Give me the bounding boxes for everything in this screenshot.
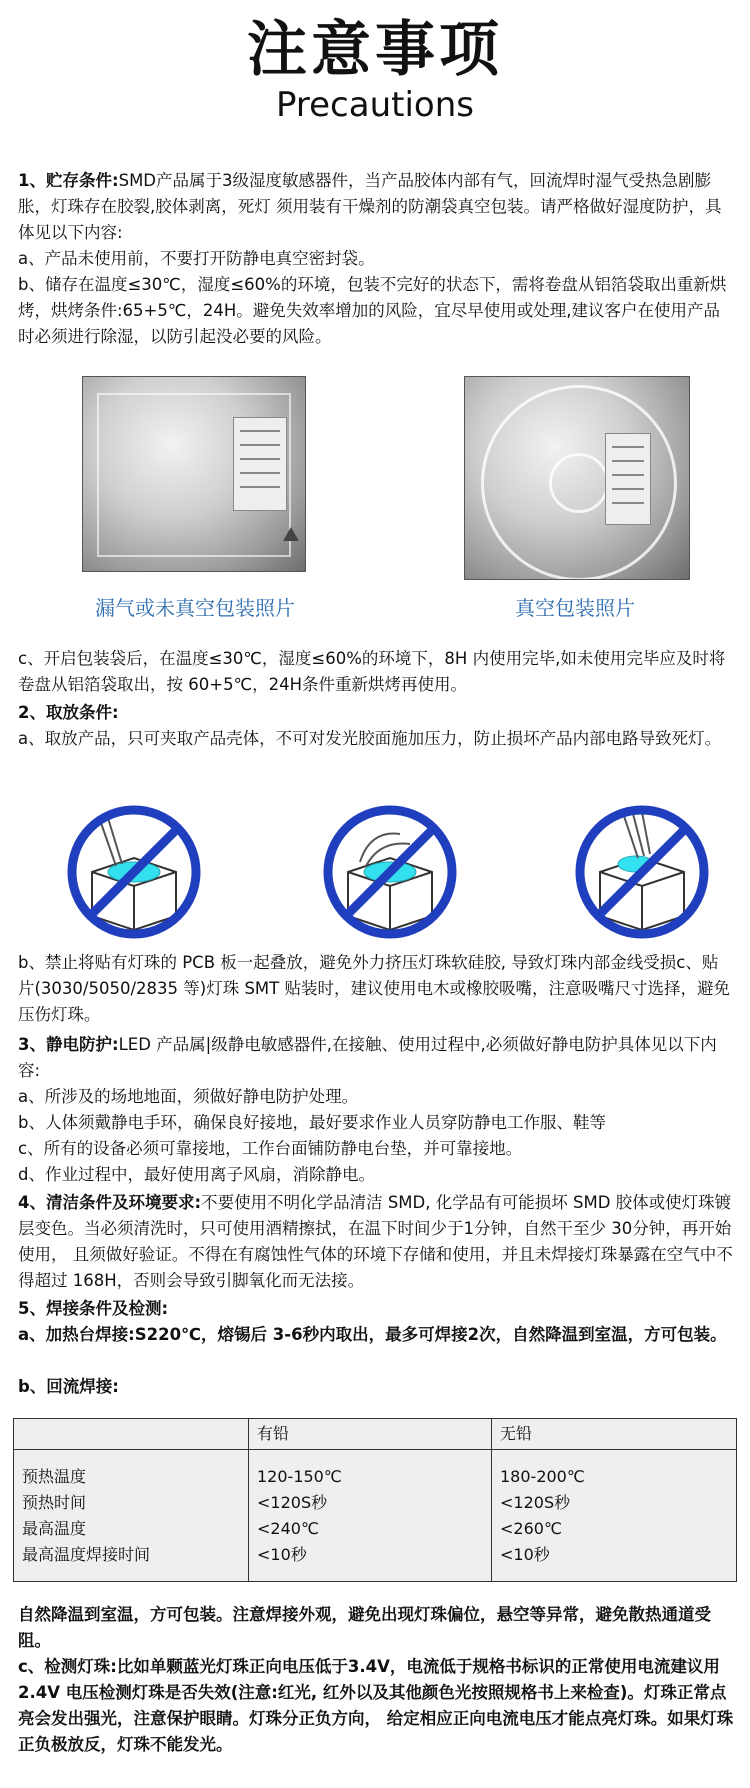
row-label: 预热时间 <box>22 1493 87 1512</box>
section-heading: 4、清洁条件及环境要求: <box>18 1193 202 1212</box>
leadfree-values-cell <box>492 1450 737 1582</box>
section-esd <box>18 1032 734 1084</box>
leaking-package-photo <box>82 376 306 572</box>
storage-item-b: b、储存在温度≤30℃，湿度≤60%的环境，包装不完好的状态下，需将卷盘从铝箔袋取出重新烘烤，烘烤条件:65+5℃，24H。避免失效率增加的风险，宜尽早使用或处理,建议客户在使用产品时必须进行除湿，以防引起没必要的风险。 <box>18 275 727 346</box>
section-cleaning <box>18 1190 734 1294</box>
esd-item-c: c、所有的设备必须可靠接地，工作台面铺防静电台垫，并可靠接地。 <box>18 1139 523 1158</box>
section-soldering-heading: 5、焊接条件及检测: <box>18 1299 169 1318</box>
page-subtitle: Precautions <box>276 85 474 125</box>
row-label: 预热温度 <box>22 1467 87 1486</box>
after-soldering-note: 自然降温到室温，方可包装。注意焊接外观，避免出现灯珠偏位，悬空等异常，避免散热通道受阻。 <box>18 1605 711 1650</box>
leaking-photo-caption: 漏气或未真空包装照片 <box>95 596 295 620</box>
esd-item-a: a、所涉及的场地地面，须做好静电防护处理。 <box>18 1087 359 1106</box>
esd-item-b: b、人体须戴静电手环，确保良好接地，最好要求作业人员穿防静电工作服、鞋等 <box>18 1113 606 1132</box>
leadfree-value: <120S秒 <box>500 1493 571 1512</box>
leaded-value: <10秒 <box>257 1545 307 1564</box>
row-labels-cell <box>14 1450 249 1582</box>
leaded-values-cell <box>249 1450 492 1582</box>
section-heading: 3、静电防护: <box>18 1035 119 1054</box>
handling-item-a: a、取放产品，只可夹取产品壳体，不可对发光胶面施加压力，防止损坏产品内部电路导致死灯。 <box>18 729 722 748</box>
esd-item-d: d、作业过程中，最好使用离子风扇，消除静电。 <box>18 1165 375 1184</box>
no-pressing-icon <box>572 800 712 940</box>
no-pressing-icon <box>64 800 204 940</box>
leaded-value: <240℃ <box>257 1519 319 1538</box>
storage-item-c: c、开启包装袋后，在温度≤30℃，湿度≤60%的环境下，8H 内使用完毕,如未使用完毕应及时将卷盘从铝箔袋取出，按 60+5℃，24H条件重新烘烤再使用。 <box>18 649 726 694</box>
leadfree-value: <260℃ <box>500 1519 562 1538</box>
no-pressing-icon <box>320 800 460 940</box>
row-label: 最高温度焊接时间 <box>22 1545 151 1564</box>
vacuum-package-photo <box>464 376 690 580</box>
storage-item-a: a、产品未使用前，不要打开防静电真空密封袋。 <box>18 249 375 268</box>
vacuum-photo-caption: 真空包装照片 <box>515 596 635 620</box>
leadfree-value: <10秒 <box>500 1545 550 1564</box>
soldering-item-b: b、回流焊接: <box>18 1377 119 1396</box>
leaded-value: <120S秒 <box>257 1493 328 1512</box>
column-header-leadfree: 无铅 <box>492 1419 737 1450</box>
section-handling-heading: 2、取放条件: <box>18 703 119 722</box>
table-corner-cell <box>14 1419 249 1450</box>
reflow-spec-table <box>13 1418 737 1582</box>
soldering-item-a: a、加热台焊接:S220℃，熔锡后 3-6秒内取出，最多可焊接2次，自然降温到室温，方可包装。 <box>18 1325 727 1344</box>
section-storage <box>18 168 734 246</box>
leadfree-value: 180-200℃ <box>500 1467 585 1486</box>
column-header-leaded: 有铅 <box>249 1419 492 1450</box>
section-body: SMD产品属于3级湿度敏感器件，当产品胶体内部有气，回流焊时湿气受热急剧膨胀，灯珠存在胶裂,胶体剥离，死灯 须用装有干燥剂的防潮袋真空包装。请严格做好湿度防护，具体见以下内容: <box>18 171 722 242</box>
page-title: 注意事项 <box>247 15 503 85</box>
section-body: 不要使用不明化学品清洁 SMD, 化学品有可能损坏 SMD 胶体或使灯珠镀层变色。当必须清洗时，只可使用酒精擦拭，在温下时间少于1分钟，自然干至少 30分钟，再开始使用， 且须做好验证。不得在有腐蚀性气体的环境下存储和使用，并且未焊接灯珠暴露在空气中不得超过 168H，否则会导致引脚氧化而无法接。 <box>18 1193 733 1290</box>
detection-note: c、检测灯珠:比如单颗蓝光灯珠正向电压低于3.4V，电流低于规格书标识的正常使用电流建议用 2.4V 电压检测灯珠是否失效(注意:红光, 红外以及其他颜色光按照规格书上来检查)。灯珠正常点亮会发出强光，注意保护眼睛。灯珠分正负方向， 给定相应正向电流电压才能点亮灯珠。如果灯珠正负极放反，灯珠不能发光。 <box>18 1657 734 1754</box>
section-heading: 1、贮存条件: <box>18 171 119 190</box>
row-label: 最高温度 <box>22 1519 87 1538</box>
handling-item-bc: b、禁止将贴有灯珠的 PCB 板一起叠放，避免外力挤压灯珠软硅胶, 导致灯珠内部金线受损c、贴片(3030/5050/2835 等)灯珠 SMT 贴装时，建议使用电木或橡胶吸嘴，注意吸嘴尺寸选择，避免压伤灯珠。 <box>18 953 730 1024</box>
leaded-value: 120-150℃ <box>257 1467 342 1486</box>
section-body: LED 产品属|级静电敏感器件,在接触、使用过程中,必须做好静电防护具体见以下内容: <box>18 1035 717 1080</box>
